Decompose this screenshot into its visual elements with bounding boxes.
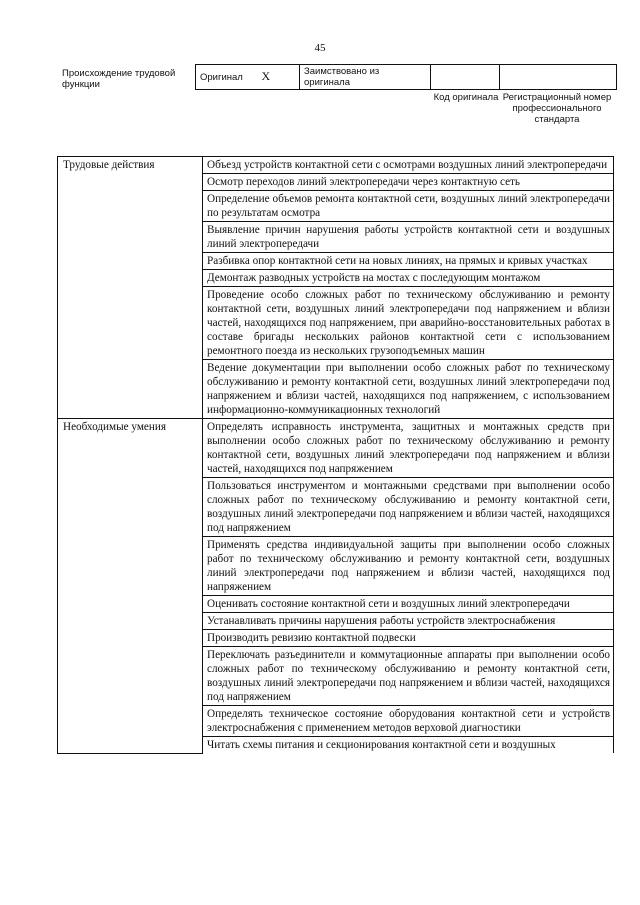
section-item: Устанавливать причины нарушения работы устройств электроснабжения: [203, 613, 614, 630]
borrowed-cell: Заимствовано из оригинала: [300, 65, 431, 90]
section-title: Трудовые действия: [58, 157, 203, 419]
section-item: Применять средства индивидуальной защиты при выполнении особо сложных работ по техническому обслуживанию и ремонту контактной сети, воздушных линий электропередачи под напряжением и вблизи частей, находящихся под напряжением: [203, 537, 614, 596]
registration-caption: Регистрационный номер профессионального стандарта: [502, 92, 612, 125]
section-item: Оценивать состояние контактной сети и воздушных линий электропередачи: [203, 596, 614, 613]
section-title: Необходимые умения: [58, 419, 203, 754]
registration-cell: [500, 65, 617, 90]
page-number: 45: [314, 42, 326, 54]
section-item: Производить ревизию контактной подвески: [203, 630, 614, 647]
section-item: Ведение документации при выполнении особо сложных работ по техническому обслуживанию и ремонту контактной сети, воздушных линий электропередачи под напряжением и вблизи частей, находящихся под напряжением, с использованием информационно-коммуникационных технологий: [203, 360, 614, 419]
original-mark: X: [261, 69, 271, 83]
code-caption: Код оригинала: [433, 92, 499, 103]
section-item: Разбивка опор контактной сети на новых линиях, на прямых и кривых участках: [203, 253, 614, 270]
section-item: Определение объемов ремонта контактной сети, воздушных линий электропередачи по результатам осмотра: [203, 191, 614, 222]
section-item: Определять техническое состояние оборудования контактной сети и устройств электроснабжения с применением методов верховой диагностики: [203, 706, 614, 737]
origin-table: [195, 64, 617, 90]
origin-label: Происхождение трудовой функции: [62, 68, 176, 90]
section-item: Демонтаж разводных устройств на мостах с последующим монтажом: [203, 270, 614, 287]
table-row: [58, 419, 614, 478]
original-label: Оригинал: [200, 72, 243, 83]
function-table: [57, 156, 614, 754]
section-item: Выявление причин нарушения работы устройств контактной сети и воздушных линий электропередачи: [203, 222, 614, 253]
section-item: Читать схемы питания и секционирования контактной сети и воздушных: [203, 737, 614, 754]
section-item: Пользоваться инструментом и монтажными средствами при выполнении особо сложных работ по техническому обслуживанию и ремонту контактной сети, воздушных линий электропередачи под напряжением и вблизи частей, находящихся под напряжением: [203, 478, 614, 537]
section-item: Проведение особо сложных работ по техническому обслуживанию и ремонту контактной сети, воздушных линий электропередачи под напряжением и вблизи частей, находящихся под напряжением, при аварийно-восстановительных работах в составе бригады нескольких районов контактной сети с использованием ремонтного поезда из нескольких грузоподъемных машин: [203, 287, 614, 360]
section-item: Осмотр переходов линий электропередачи через контактную сеть: [203, 174, 614, 191]
original-cell: [196, 65, 300, 90]
table-row: [58, 157, 614, 174]
section-item: Переключать разъединители и коммутационные аппараты при выполнении особо сложных работ по техническому обслуживанию и ремонту контактной сети, воздушных линий электропередачи под напряжением и вблизи частей, находящихся под напряжением: [203, 647, 614, 706]
section-item: Объезд устройств контактной сети с осмотрами воздушных линий электропередачи: [203, 157, 614, 174]
section-item: Определять исправность инструмента, защитных и монтажных средств при выполнении особо сложных работ по техническому обслуживанию и ремонту контактной сети, воздушных линий электропередачи под напряжением и вблизи частей, находящихся под напряжением: [203, 419, 614, 478]
code-cell: [431, 65, 500, 90]
